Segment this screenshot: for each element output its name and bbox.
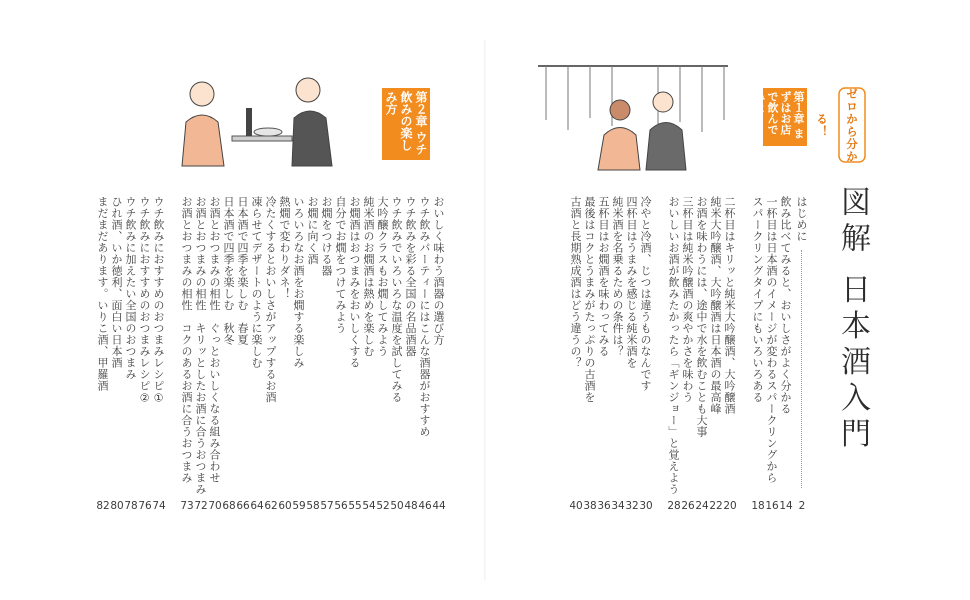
toc-entry[interactable]: 古酒と長期熟成酒はどう違うの？	[569, 196, 582, 369]
toc-entry[interactable]: まだまだあります。いりこ酒、甲羅酒	[96, 196, 109, 392]
toc-page-number: 54	[362, 500, 376, 512]
toc-entry[interactable]: お燗酒はおつまみをおいしくする	[348, 196, 361, 369]
toc-page-number: 76	[138, 500, 152, 512]
toc-entry[interactable]: 日本酒で四季を楽しむ 秋冬	[222, 196, 235, 346]
toc-page-number: 60	[278, 500, 292, 512]
toc-page-number: 59	[292, 500, 306, 512]
toc-entry[interactable]: 五杯目はお燗酒を味わってみる	[597, 196, 610, 357]
toc-entry[interactable]: ウチ飲みに加えたい全国のおつまみ	[124, 196, 137, 380]
toc-intro-label: はじめに	[795, 196, 808, 242]
toc-entry[interactable]: 自分でお燗をつけてみよう	[334, 196, 347, 334]
toc-page-number: 52	[376, 500, 390, 512]
toc-entry[interactable]: 純米大吟醸酒、大吟醸酒は日本酒の最高峰	[709, 196, 722, 415]
toc-page-number: 50	[390, 500, 404, 512]
toc-page-number: 80	[110, 500, 124, 512]
toc-page-number: 73	[180, 500, 194, 512]
toc-entry[interactable]: ウチ飲みパーティーにはこんな酒器がおすすめ	[418, 196, 431, 438]
toc-page-number: 20	[723, 500, 737, 512]
series-badge-label: ゼロから分かる！	[815, 87, 859, 163]
toc-entry[interactable]: お燗に向く酒	[306, 196, 319, 265]
toc-page-number: 30	[639, 500, 653, 512]
toc-entry[interactable]: 純米酒を名乗るための条件は？	[611, 196, 624, 357]
toc-entry[interactable]: ウチ飲みにおすすめのおつまみレシピ①	[152, 196, 165, 405]
toc-page-number: 16	[765, 500, 779, 512]
chapter2-badge: 第２章 ウチ飲みの楽しみ方	[382, 88, 430, 160]
toc-page-number: 48	[404, 500, 418, 512]
toc-page-number: 55	[348, 500, 362, 512]
chapter1-badge: 第１章 まずはお店で飲んでみよう	[763, 88, 807, 146]
toc-entry[interactable]: お酒とおつまみの相性 キリッとしたお酒に合うおつまみ	[194, 196, 207, 495]
restaurant-illustration-icon	[538, 60, 738, 170]
toc-page-number: 62	[264, 500, 278, 512]
toc-leader	[801, 250, 803, 488]
toc-page-number: 56	[334, 500, 348, 512]
toc-entry[interactable]: 三杯目は純米吟醸酒の爽やかさを味わう	[681, 196, 694, 403]
toc-entry[interactable]: おいしく味わう酒器の選び方	[432, 196, 445, 346]
toc-entry[interactable]: ウチ飲みでいろいろな温度を試してみる	[390, 196, 403, 403]
toc-page-number: 78	[124, 500, 138, 512]
toc-page-number: 72	[194, 500, 208, 512]
toc-page-number: 57	[320, 500, 334, 512]
toc-page-number: 82	[96, 500, 110, 512]
toc-entry[interactable]: 大吟醸クラスもお燗してみよう	[376, 196, 389, 357]
toc-intro-page: 2	[798, 500, 806, 512]
toc-page-number: 36	[597, 500, 611, 512]
toc-page-number: 38	[583, 500, 597, 512]
toc-page-number: 28	[667, 500, 681, 512]
toc-entry[interactable]: お酒とおつまみの相性 ぐっとおいしくなる組み合わせ	[208, 196, 221, 484]
toc-page-number: 34	[611, 500, 625, 512]
toc-entry[interactable]: 冷やと冷酒、じつは違うものなんです	[639, 196, 652, 392]
toc-page-number: 14	[779, 500, 793, 512]
toc-entry[interactable]: 一杯目は日本酒のイメージが変わるスパークリングから	[765, 196, 778, 484]
toc-page-number: 46	[418, 500, 432, 512]
toc-page-number: 24	[695, 500, 709, 512]
toc-page-number: 70	[208, 500, 222, 512]
toc-entry[interactable]: 二杯目はキリッと純米大吟醸酒、大吟醸酒	[723, 196, 736, 415]
toc-page-number: 58	[306, 500, 320, 512]
toc-entry[interactable]: おいしいお酒が飲みたかったら「ギンジョー」と覚えよう	[667, 196, 680, 495]
toc-page-number: 66	[236, 500, 250, 512]
toc-entry[interactable]: 冷たくするとおいしさがアップするお酒	[264, 196, 277, 403]
toc-page-number: 68	[222, 500, 236, 512]
toc-entry[interactable]: 最後はコクとうまみがたっぷりの古酒を	[583, 196, 596, 403]
series-badge	[815, 86, 867, 164]
page-gutter	[484, 40, 486, 580]
toc-entry[interactable]: ウチ飲みを彩る全国の名品酒器	[404, 196, 417, 357]
toc-entry[interactable]: 日本酒で四季を楽しむ 春夏	[236, 196, 249, 346]
toc-page-number: 32	[625, 500, 639, 512]
toc-page-number: 18	[751, 500, 765, 512]
home-drinking-illustration-icon	[176, 66, 336, 170]
toc-page-number: 40	[569, 500, 583, 512]
toc-entry[interactable]: 凍らせてデザートのように楽しむ	[250, 196, 263, 369]
toc-entry[interactable]: お燗をつける器	[320, 196, 333, 277]
toc-entry[interactable]: 純米酒のお燗酒は熱めを楽しむ	[362, 196, 375, 357]
toc-entry[interactable]: いろいろなお酒をお燗する楽しみ	[292, 196, 305, 369]
toc-entry[interactable]: ウチ飲みにおすすめのおつまみレシピ②	[138, 196, 151, 405]
toc-page-number: 64	[250, 500, 264, 512]
toc-entry[interactable]: スパークリングタイプにもいろいろある	[751, 196, 764, 403]
toc-page-number: 26	[681, 500, 695, 512]
toc-page-number: 44	[432, 500, 446, 512]
toc-page-number: 74	[152, 500, 166, 512]
toc-entry[interactable]: ひれ酒、いか徳利、面白い日本酒	[110, 196, 123, 369]
toc-entry[interactable]: 四杯目はうまみを感じる純米酒を	[625, 196, 638, 369]
toc-entry[interactable]: 飲み比べてみると、おいしさがよく分かる	[779, 196, 792, 415]
toc-entry[interactable]: お酒とおつまみの相性 コクのあるお酒に合うおつまみ	[180, 196, 193, 484]
toc-page-number: 22	[709, 500, 723, 512]
book-title: 図解 日本酒入門	[835, 186, 870, 454]
toc-entry[interactable]: 熱燗で変わりダネ！	[278, 196, 291, 300]
toc-entry[interactable]: お酒を味わうには、途中で水を飲むことも大事	[695, 196, 708, 438]
